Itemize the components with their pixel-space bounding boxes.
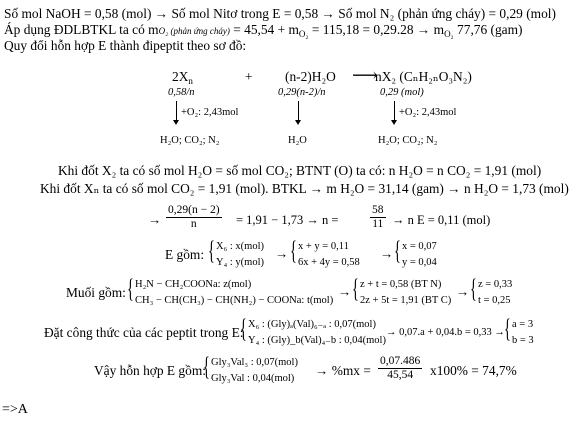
- egom-eq2: 6x + 4y = 0,58: [298, 257, 360, 268]
- egom-x6: X₆ : x(mol): [216, 241, 264, 252]
- scheme-reactant-x: $2X_n$: [172, 69, 193, 86]
- line-conversion-intro: Quy đổi hỗn hợp E thành đipeptit theo sơ đồ:: [4, 38, 247, 53]
- scheme-plus: +: [245, 69, 253, 84]
- answer: =>A: [2, 402, 28, 417]
- moles-e: → n E = 0,11 (mol): [392, 213, 491, 227]
- final-percent-label: → %mx =: [315, 363, 371, 378]
- muoi-eq1: z + t = 0,58 (BT N): [360, 279, 442, 290]
- scheme-arrow: ⟶: [352, 65, 378, 85]
- scheme-products-right: H₂O; CO₂; N₂: [378, 135, 438, 146]
- scheme-right-amount: 0,29 (mol): [380, 87, 424, 98]
- line-burn-x2: Khi đốt X₂ ta có số mol H₂O = số mol CO₂; BTNT (O) ta có: n H₂O = n CO₂ = 1,91 (mol): [58, 163, 542, 178]
- final-label: Vậy hỗn hợp E gồm:: [94, 363, 206, 378]
- scheme-product-dipeptide: nX₂ (CₙH₂ₙO₃N₂): [375, 69, 472, 84]
- muoi-val-salt: CH₃ − CH(CH₃) − CH(NH₂) − COONa: t(mol): [135, 295, 334, 306]
- egom-y: y = 0,04: [402, 257, 437, 268]
- peptit-y4: Y₄ : (Gly)_b(Val)₄₋b : 0,04(mol): [248, 335, 386, 346]
- line-mass-conservation: Áp dụng ĐDLBTKL ta có mO₂ (phản ứng cháy) = $45,54 + m_{O_2} = 115,18 = 0,29.28 \to m_{O_2}$ 77,76 (gam): [4, 22, 523, 39]
- egom-label: E gồm:: [165, 247, 205, 262]
- muoi-eq2: 2z + 5t = 1,91 (BT C): [360, 295, 452, 306]
- peptit-a: a = 3: [512, 319, 534, 330]
- peptit-label: Đặt công thức của các peptit trong E:: [44, 325, 244, 340]
- peptit-equation: → 0,07.a + 0,04.b = 0,33 →: [386, 327, 505, 338]
- fraction-percent: $\frac{0,07.486}{45,54}$: [380, 355, 421, 381]
- peptit-b: b = 3: [512, 335, 534, 346]
- equation-n: = 1,91 − 1,73 → n =: [236, 213, 339, 227]
- scheme-products-left: H₂O; CO₂; N₂: [160, 135, 220, 146]
- muoi-label: Muối gồm:: [66, 285, 126, 300]
- egom-y4: Y₄ : y(mol): [216, 257, 264, 268]
- scheme-o2-right: +O₂: 2,43mol: [399, 107, 457, 118]
- egom-eq1: x + y = 0,11: [298, 241, 349, 252]
- muoi-t: t = 0,25: [478, 295, 511, 306]
- arrow-icon: →: [148, 212, 162, 227]
- scheme-mid-amount: 0,29(n-2)/n: [278, 87, 326, 98]
- final-result: x100% = 74,7%: [430, 363, 517, 378]
- final-peptide-2: Gly₃Val : 0,04(mol): [211, 373, 295, 384]
- solution-document: Số mol NaOH = 0,58 (mol) → Số mol Nitơ trong E = 0,58 → Số mol N₂ (phản ứng cháy) = 0,29 (mol) Áp dụng ĐDLBTKL ta có mO₂ (phản ứng cháy) = $45,54 + m_{O_2} = 115,18 = 0,29.28 \to m_{O_2}$ 77,76 (gam) Quy đổi hỗn hợp E thành đipeptit theo sơ đồ: $2X_n$ + (n-2)H₂O ⟶ nX₂ (CₙH₂ₙO₃N₂) 0,58/n 0,29(n-2)/n 0,29 (mol) +O₂: 2,43mol +O₂: 2,43mol H₂O; CO₂; N₂ H₂O H₂O; CO₂; N₂ Khi đốt X₂ ta có số mol H₂O = số mol CO₂; BTNT (O) ta có: n H₂O = n CO₂ = 1,91 (mol) Khi đốt Xₙ ta có số mol CO₂ = 1,91 (mol). BTKL → m H₂O = 31,14 (gam) → n H₂O = 1,73 (mol) → $\frac{0,29(n - 2)}{n}$ = 1,91 − 1,73 → n = $\frac{58}{11}$ → n E = 0,11 (mol) E gồm: { X₆ : x(mol) Y₄ : y(mol) → { x + y = 0,11 6x + 4y = 0,58 → { x = 0,07 y = 0,04 Muối gồm: { H₂N − CH₂COONa: z(mol) CH₃ − CH(CH₃) − CH(NH₂) − COONa: t(mol) → { z + t = 0,58 (BT N) 2z + 5t = 1,91 (BT C) → { z = 0,33 t = 0,25 Đặt công thức của các peptit trong E: { X₆ : (Gly)ₐ(Val)₆₋ₐ : 0,07(mol) Y₄ : (Gly)_b(Val)₄₋b : 0,04(mol) → 0,07.a + 0,04.b = 0,33 → { a = 3 b = 3 Vậy hỗn hợp E gồm: { Gly₃Val₃ : 0,07(mol) Gly₃Val : 0,04(mol) → %mx = $\frac{0,07.486}{45,54}$ x100% = 74,7% =>A: [0, 0, 574, 421]
- muoi-gly-salt: H₂N − CH₂COONa: z(mol): [135, 279, 252, 290]
- down-arrow-icon: [394, 101, 395, 121]
- fraction-n: $\frac{0,29(n - 2)}{n}$: [168, 204, 220, 230]
- scheme-products-mid: H₂O: [288, 135, 307, 146]
- scheme-water: (n-2)H₂O: [285, 69, 336, 84]
- egom-x: x = 0,07: [402, 241, 437, 252]
- peptit-x6: X₆ : (Gly)ₐ(Val)₆₋ₐ : 0,07(mol): [248, 319, 376, 330]
- line-naoh-moles: Số mol NaOH = 0,58 (mol) → Số mol Nitơ trong E = 0,58 → Số mol N₂ (phản ứng cháy) = 0,29 (mol): [4, 6, 556, 21]
- line-burn-xn: Khi đốt Xₙ ta có số mol CO₂ = 1,91 (mol). BTKL → m H₂O = 31,14 (gam) → n H₂O = 1,73 (mol): [40, 181, 569, 196]
- scheme-left-amount: 0,58/n: [168, 87, 195, 98]
- down-arrow-icon: [176, 101, 177, 121]
- muoi-z: z = 0,33: [478, 279, 513, 290]
- final-peptide-1: Gly₃Val₃ : 0,07(mol): [211, 357, 298, 368]
- scheme-o2-left: +O₂: 2,43mol: [181, 107, 239, 118]
- fraction-58-11: $\frac{58}{11}$: [372, 204, 384, 230]
- down-arrow-icon: [298, 101, 299, 121]
